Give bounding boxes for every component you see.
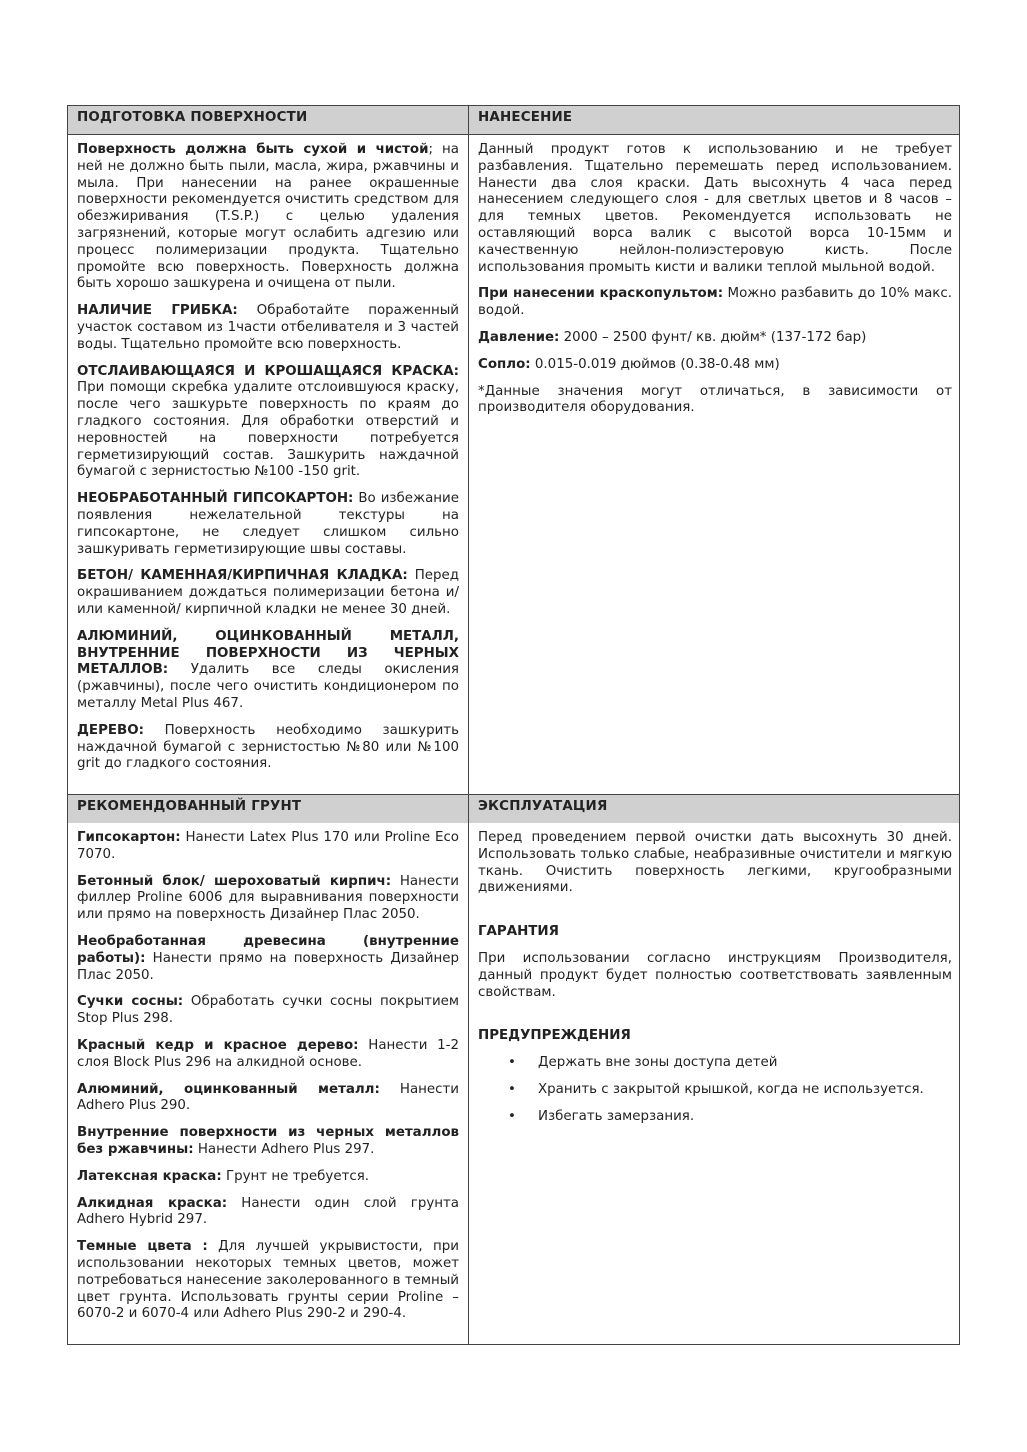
- surface-prep-paragraph-text: Перед окрашиванием дождаться полимеризации бетона и/или каменной/ кирпичной кладки не менее 30 дней.: [77, 568, 460, 617]
- primer-paragraph: [77, 1169, 459, 1186]
- primer-paragraph: [77, 1125, 459, 1159]
- exploitation-cell: [469, 830, 961, 1136]
- application-paragraph-text: 0.015-0.019 дюймов (0.38-0.48 мм): [530, 356, 780, 372]
- data-sheet-table: [67, 105, 960, 1345]
- primer-paragraph-lead: Бетонный блок/ шероховатый кирпич:: [77, 873, 392, 889]
- header-surface-prep: ПОДГОТОВКА ПОВЕРХНОСТИ: [68, 106, 468, 134]
- surface-prep-paragraph-lead: ОТСЛАИВАЮЩАЯСЯ И КРОШАЩАЯСЯ КРАСКА:: [77, 363, 459, 379]
- application-paragraph-lead: При нанесении краскопультом:: [478, 286, 724, 302]
- primer-paragraph-text: Грунт не требуется.: [221, 1168, 370, 1184]
- surface-prep-paragraph-lead: АЛЮМИНИЙ, ОЦИНКОВАННЫЙ МЕТАЛЛ, ВНУТРЕННИЕ ПОВЕРХНОСТИ ИЗ ЧЕРНЫХ МЕТАЛЛОВ:: [77, 628, 459, 678]
- surface-prep-paragraph-lead: НЕОБРАБОТАННЫЙ ГИПСОКАРТОН:: [77, 491, 354, 507]
- surface-prep-paragraph: [77, 568, 459, 618]
- surface-prep-paragraph-text: Удалить все следы окисления (ржавчины), после чего очистить кондиционером по металлу Metal Plus 467.: [77, 662, 459, 711]
- surface-prep-paragraph-text: ; на ней не должно быть пыли, масла, жира, ржавчины и мыла. При нанесении на ранее окрашенные поверхности рекомендуется очистить средством для обезжиривания (T.S.P.) с целью удаления загрязнений, которые могут ослабить адгезию или процесс полимеризации продукта. Тщательно промойте всю поверхность. Поверхность должна быть хорошо зашкурена и очищена от пыли.: [77, 142, 459, 292]
- warranty-title: ГАРАНТИЯ: [478, 924, 559, 940]
- application-paragraph: [478, 286, 952, 320]
- surface-prep-paragraph-text: Поверхность необходимо зашкурить наждачной бумагой с зернистостью №80 или №100 grit до гладкого состояния.: [77, 722, 459, 772]
- primer-paragraph-lead: Алкидная краска:: [77, 1195, 228, 1211]
- surface-prep-paragraph-lead: ДЕРЕВО:: [77, 722, 144, 738]
- warning-item: • Держать вне зоны доступа детей: [508, 1055, 778, 1071]
- surface-prep-paragraph: [77, 142, 459, 293]
- application-paragraph-text: 2000 – 2500 фунт/ кв. дюйм* (137-172 бар): [559, 329, 867, 345]
- warranty-text: При использовании согласно инструкциям Производителя, данный продукт будет полностью соответствовать заявленным свойствам.: [478, 950, 952, 1000]
- bullet-icon: •: [508, 1055, 516, 1071]
- exploitation-text: Перед проведением первой очистки дать высохнуть 30 дней. Использовать только слабые, неабразивные очистители и мягкую ткань. Очистить поверхность легкими, кругообразными движениями.: [478, 830, 952, 896]
- application-paragraph: [478, 384, 952, 418]
- primer-paragraph-text: Нанести один слой грунта Adhero Hybrid 297.: [77, 1195, 459, 1228]
- application-paragraph: [478, 142, 952, 276]
- primer-paragraph-text: Нанести Adhero Plus 290.: [77, 1081, 460, 1114]
- surface-prep-paragraph: [77, 629, 459, 713]
- application-paragraph-text: Можно разбавить до 10% макс. водой.: [478, 286, 953, 319]
- header-divider-top: [68, 134, 959, 135]
- primer-paragraph-text: Обработать сучки сосны покрытием Stop Plus 298.: [77, 994, 459, 1027]
- warning-item: • Избегать замерзания.: [508, 1108, 695, 1124]
- bullet-icon: •: [508, 1108, 516, 1124]
- surface-prep-paragraph: [77, 491, 459, 558]
- primer-paragraph: [77, 1239, 459, 1323]
- primer-paragraph-text: Нанести прямо на поверхность Дизайнер Плас 2050.: [77, 950, 459, 983]
- surface-prep-paragraph-text: Во избежание появления нежелательной текстуры на гипсокартоне, не следует слишком сильно зашкуривать герметизирующие швы составы.: [77, 491, 459, 557]
- warnings-title: ПРЕДУПРЕЖДЕНИЯ: [478, 1028, 631, 1044]
- application-paragraph-text: Данный продукт готов к использованию и не требует разбавления. Тщательно перемешать перед использованием. Нанести два слоя краски. Дать высохнуть 4 часа перед нанесением следующего слоя - для светлых цветов и 8 часов – для темных цветов. Рекомендуется использовать не оставляющий ворса валик с высотой ворса 10-15мм и качественную нейлон-полиэстеровую кисть. После использования промыть кисти и валики теплой мыльной водой.: [478, 142, 952, 275]
- surface-prep-paragraph-lead: БЕТОН/ КАМЕННАЯ/КИРПИЧНАЯ КЛАДКА:: [77, 568, 408, 584]
- surface-prep-paragraph-text: Обработайте пораженный участок составом из 1части отбеливателя и 3 частей воды. Тщательно промойте всю поверхность.: [77, 303, 459, 352]
- surface-prep-cell: [68, 142, 468, 783]
- surface-prep-paragraph: [77, 303, 459, 353]
- application-paragraph-lead: Сопло:: [478, 356, 531, 372]
- primer-paragraph-text: Нанести 1-2 слоя Block Plus 296 на алкидной основе.: [77, 1037, 459, 1070]
- primer-paragraph-lead: Красный кедр и красное дерево:: [77, 1037, 359, 1053]
- header-exploitation: ЭКСПЛУАТАЦИЯ: [469, 795, 959, 823]
- application-paragraph-lead: Давление:: [478, 329, 560, 345]
- primer-paragraph-lead: Гипсокартон:: [77, 830, 181, 845]
- primer-paragraph: [77, 1196, 459, 1230]
- primer-paragraph-lead: Алюминий, оцинкованный металл:: [77, 1081, 380, 1097]
- primer-paragraph: [77, 830, 459, 864]
- primer-paragraph-text: Нанести Latex Plus 170 или Proline Eco 7070.: [77, 830, 459, 862]
- primer-paragraph-text: Для лучшей укрывистости, при использовании некоторых темных цветов, может потребоваться нанесение заколерованного в темный цвет грунта. Использовать грунты серии Proline – 6070-2 и 6070-4 или Adhero Plus 290-2 и 290-4.: [77, 1239, 460, 1322]
- primer-paragraph-lead: Темные цвета :: [77, 1239, 208, 1255]
- application-paragraph: [478, 330, 952, 347]
- primer-paragraph: [77, 934, 459, 984]
- primer-paragraph-lead: Сучки сосны:: [77, 994, 184, 1010]
- warnings-list: [478, 1055, 952, 1125]
- application-paragraph: [478, 357, 952, 374]
- surface-prep-paragraph-lead: Поверхность должна быть сухой и чистой: [77, 142, 429, 157]
- primer-paragraph: [77, 874, 459, 924]
- primer-paragraph-text: Нанести Adhero Plus 297.: [193, 1141, 375, 1157]
- primer-paragraph-lead: Необработанная древесина (внутренние работы):: [77, 933, 459, 966]
- primer-paragraph-text: Нанести филлер Proline 6006 для выравнивания поверхности или прямо на поверхность Дизайнер Плас 2050.: [77, 873, 459, 923]
- primer-paragraph-lead: Латексная краска:: [77, 1168, 222, 1184]
- surface-prep-paragraph: [77, 723, 459, 773]
- header-recommended-primer: РЕКОМЕНДОВАННЫЙ ГРУНТ: [68, 795, 468, 823]
- surface-prep-paragraph-lead: НАЛИЧИЕ ГРИБКА:: [77, 303, 238, 319]
- surface-prep-paragraph: [77, 364, 459, 482]
- header-application: НАНЕСЕНИЕ: [469, 106, 959, 134]
- primer-paragraph: [77, 1082, 459, 1116]
- primer-paragraph: [77, 1038, 459, 1072]
- recommended-primer-cell: [68, 830, 468, 1333]
- surface-prep-paragraph-text: При помощи скребка удалите отслоившуюся краску, после чего зашкурьте поверхность по краям до гладкого состояния. Для обработки отверстий и неровностей на поверхности потребуется герметизирующий состав. Зашкурить наждачной бумагой с зернистостью №100 -150 grit.: [77, 380, 459, 480]
- application-paragraph-text: *Данные значения могут отличаться, в зависимости от производителя оборудования.: [478, 383, 952, 416]
- application-cell: [469, 142, 961, 427]
- bullet-icon: •: [508, 1081, 516, 1097]
- primer-paragraph: [77, 994, 459, 1028]
- warning-item: • Хранить с закрытой крышкой, когда не используется.: [508, 1081, 924, 1097]
- primer-paragraph-lead: Внутренние поверхности из черных металлов без ржавчины:: [77, 1125, 459, 1157]
